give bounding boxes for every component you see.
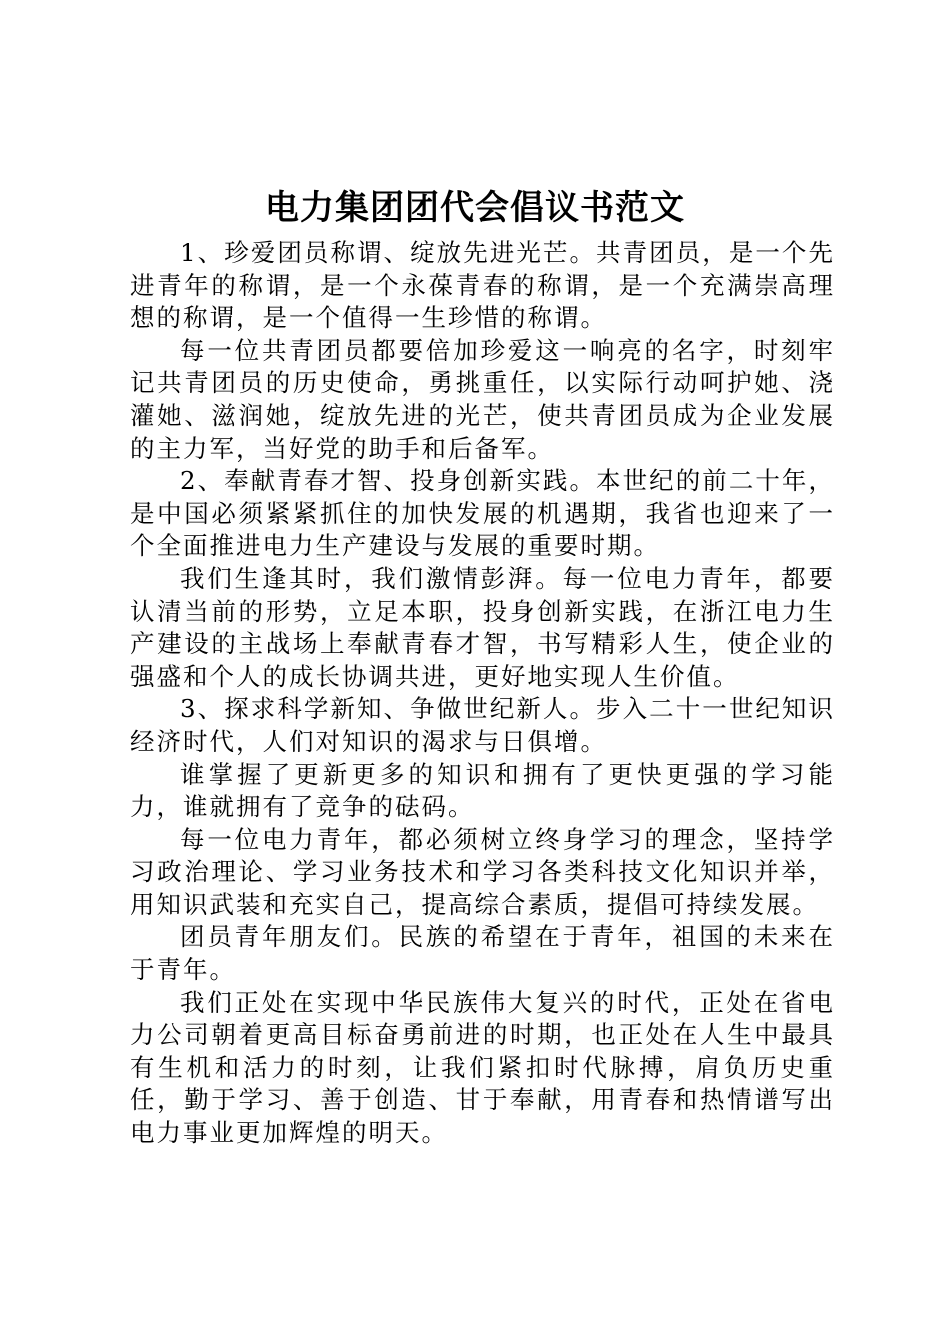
paragraph: 每一位共青团员都要倍加珍爱这一响亮的名字，时刻牢记共青团员的历史使命，勇挑重任，以实际行动呵护她、浇灌她、滋润她，绽放先进的光芒，使共青团员成为企业发展的主力军，当好党的助手和后备军。 [130,335,835,463]
paragraph: 团员青年朋友们。民族的希望在于青年，祖国的未来在于青年。 [130,922,835,985]
paragraph: 我们正处在实现中华民族伟大复兴的时代，正处在省电力公司朝着更高目标奋勇前进的时期，也正处在人生中最具有生机和活力的时刻，让我们紧扣时代脉搏，肩负历史重任，勤于学习、善于创造、甘于奉献，用青春和热情谱写出电力事业更加辉煌的明天。 [130,987,835,1148]
paragraph: 谁掌握了更新更多的知识和拥有了更快更强的学习能力，谁就拥有了竞争的砝码。 [130,759,835,822]
paragraph: 1、珍爱团员称谓、绽放先进光芒。共青团员，是一个先进青年的称谓，是一个永葆青春的称谓，是一个充满崇高理想的称谓，是一个值得一生珍惜的称谓。 [130,238,835,333]
paragraph: 我们生逢其时，我们激情彭湃。每一位电力青年，都要认清当前的形势，立足本职，投身创新实践，在浙江电力生产建设的主战场上奉献青春才智，书写精彩人生，使企业的强盛和个人的成长协调共进，更好地实现人生价值。 [130,563,835,691]
document-body [130,237,835,1150]
paragraph: 每一位电力青年，都必须树立终身学习的理念，坚持学习政治理论、学习业务技术和学习各类科技文化知识并举，用知识武装和充实自己，提高综合素质，提倡可持续发展。 [130,824,835,919]
paragraph: 3、探求科学新知、争做世纪新人。步入二十一世纪知识经济时代，人们对知识的渴求与日俱增。 [130,694,835,756]
paragraph: 2、奉献青春才智、投身创新实践。本世纪的前二十年，是中国必须紧紧抓住的加快发展的机遇期，我省也迎来了一个全面推进电力生产建设与发展的重要时期。 [130,466,835,561]
document-title: 电力集团团代会倡议书范文 [265,188,685,228]
